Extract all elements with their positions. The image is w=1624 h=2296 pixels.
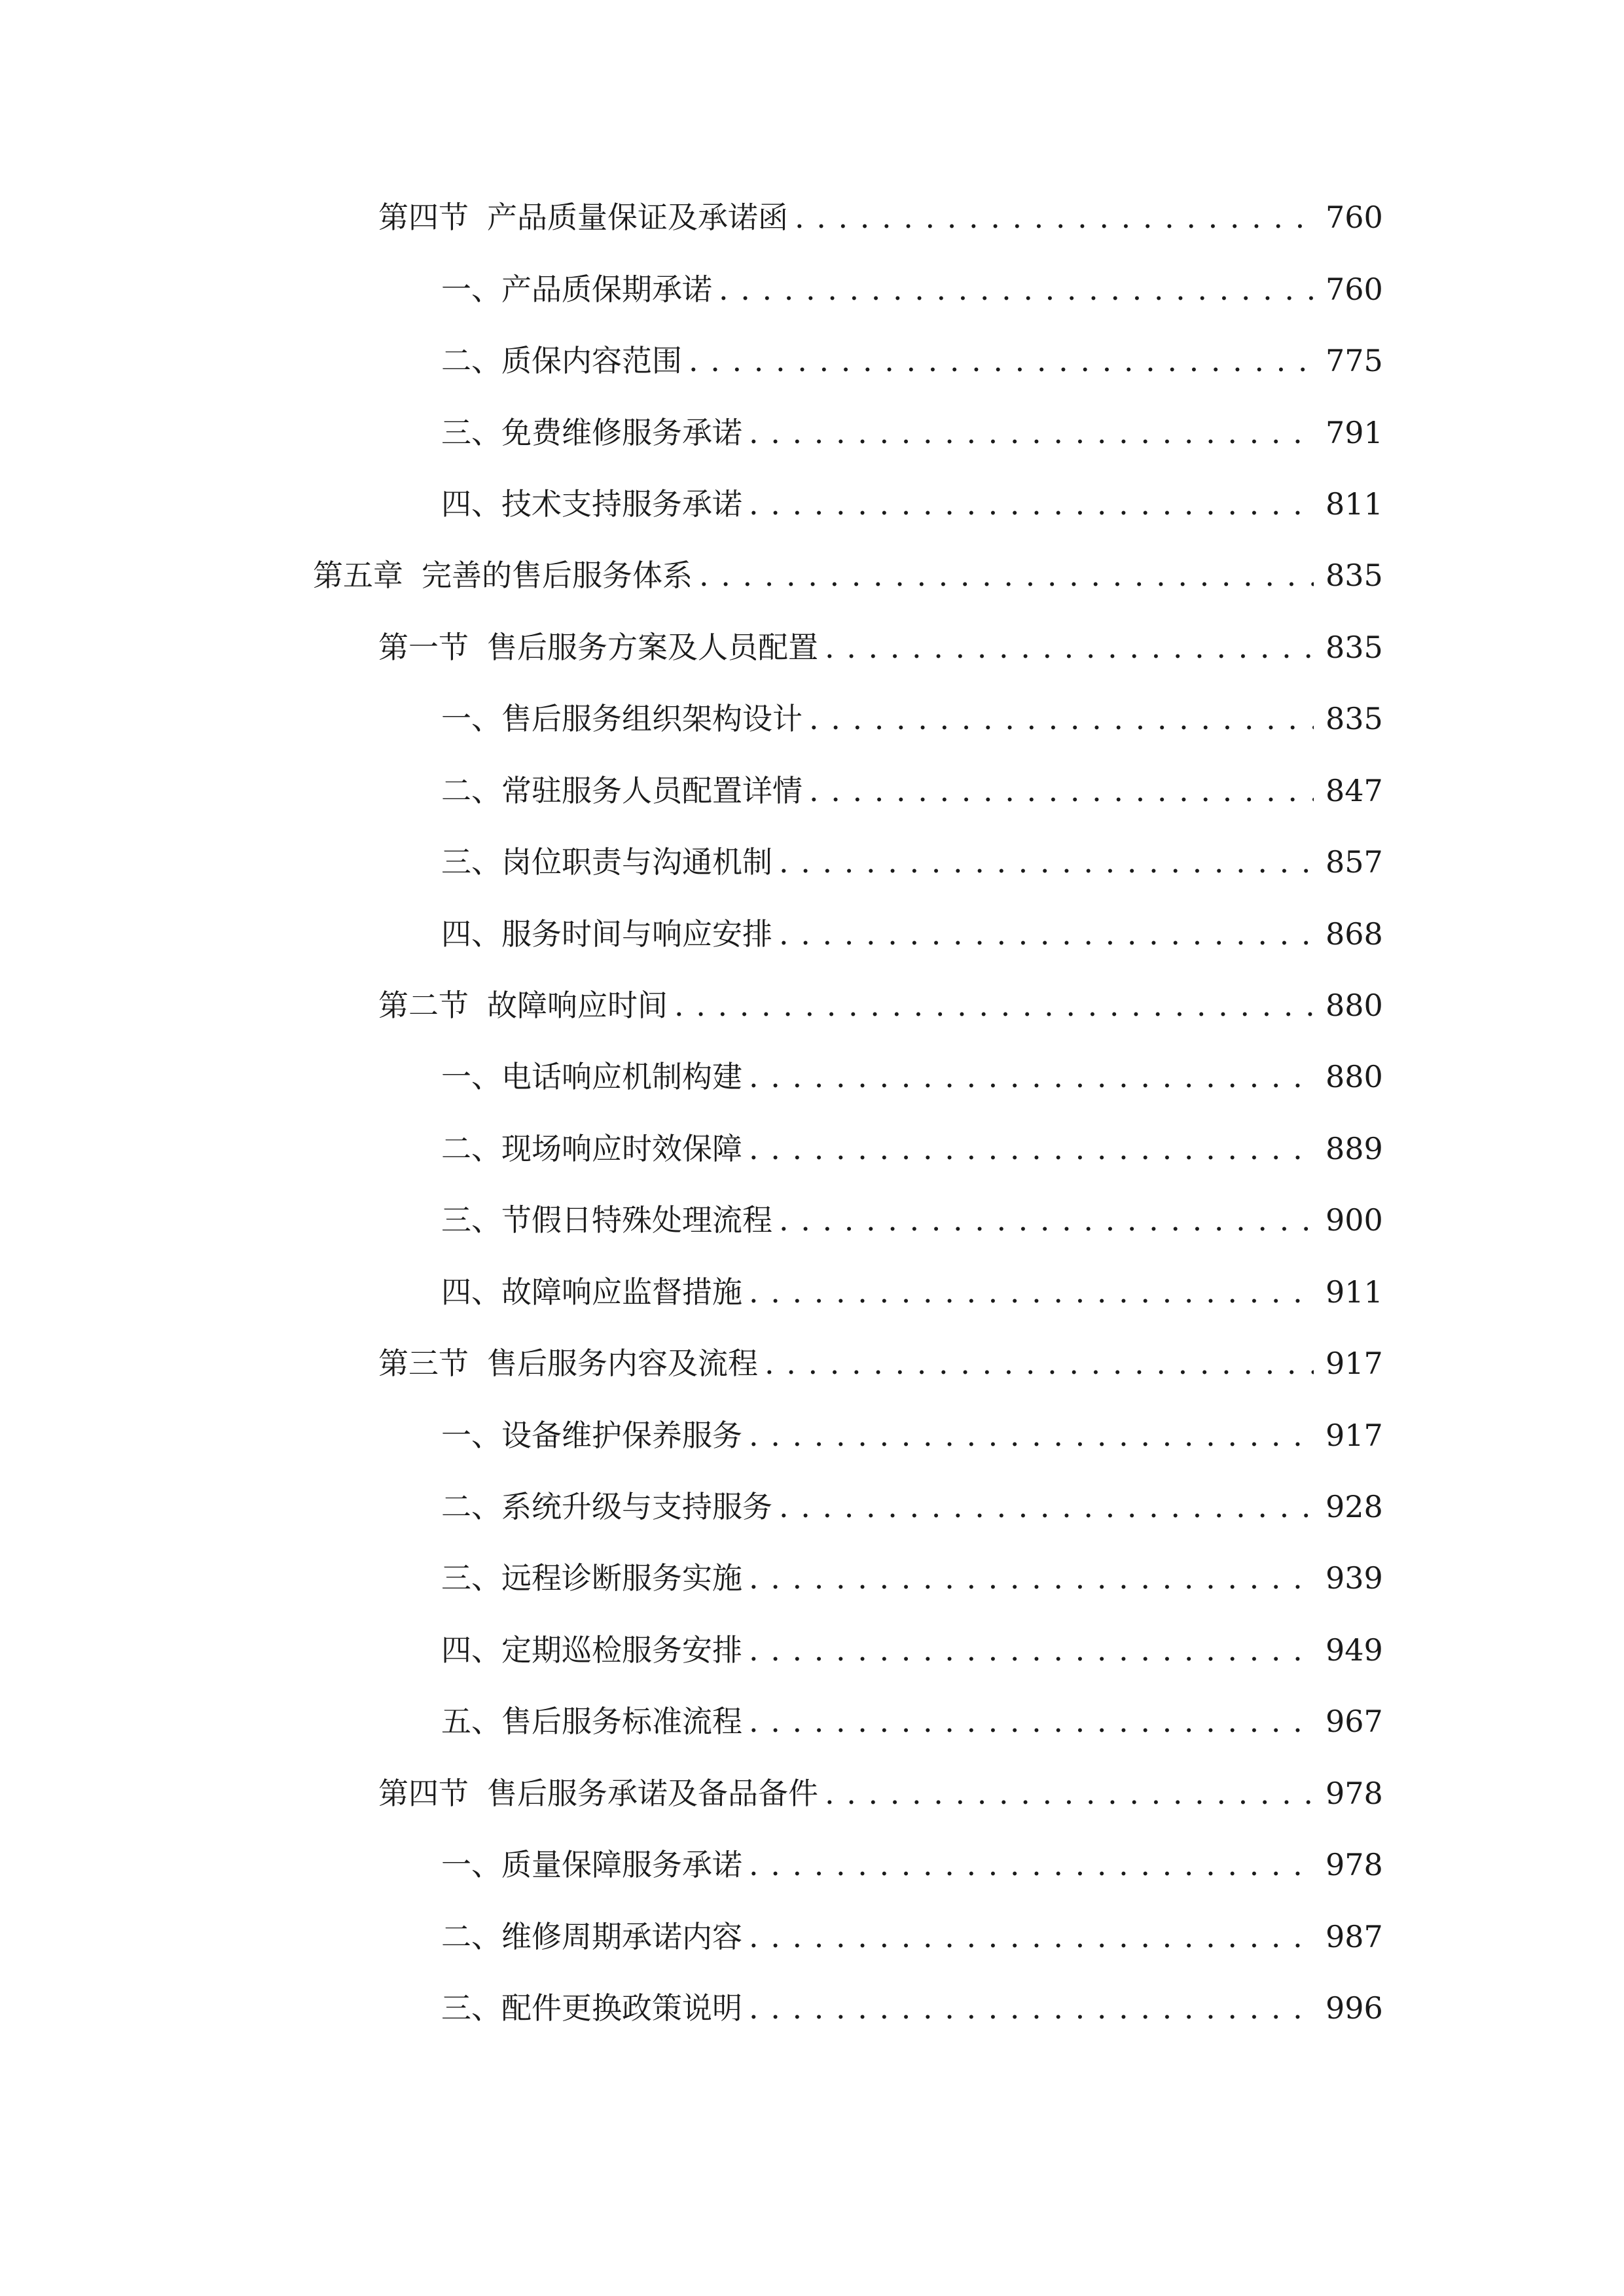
entry-number: 第二节	[378, 988, 469, 1023]
dot-leader	[795, 194, 1314, 240]
entry-title: 定期巡检服务安排	[501, 1632, 742, 1668]
toc-entry[interactable]	[0, 624, 1624, 670]
page-number: 791	[1326, 415, 1383, 450]
page-number: 917	[1326, 1346, 1383, 1381]
toc-entry[interactable]	[0, 839, 1624, 885]
page-number: 835	[1326, 558, 1383, 593]
page-number: 760	[1326, 272, 1383, 307]
page-number: 996	[1326, 1990, 1383, 2026]
entry-number: 三、	[441, 415, 501, 450]
dot-leader	[749, 1842, 1314, 1888]
dot-leader	[825, 624, 1314, 670]
page-number: 900	[1326, 1202, 1383, 1238]
entry-number: 三、	[441, 1202, 501, 1238]
entry-number: 四、	[441, 916, 501, 952]
entry-title: 质保内容范围	[501, 343, 682, 378]
toc-entry[interactable]	[0, 1985, 1624, 2031]
toc-entry[interactable]	[0, 1698, 1624, 1744]
page-number: 760	[1326, 200, 1383, 235]
entry-title: 产品质保期承诺	[501, 272, 712, 307]
page-number: 835	[1326, 701, 1383, 736]
dot-leader	[779, 911, 1314, 957]
entry-title: 维修周期承诺内容	[501, 1919, 742, 1954]
entry-number: 四、	[441, 1632, 501, 1668]
dot-leader	[779, 1197, 1314, 1243]
page-number: 857	[1326, 844, 1383, 880]
entry-number: 一、	[441, 1418, 501, 1453]
dot-leader	[749, 1126, 1314, 1172]
page-number: 987	[1326, 1919, 1383, 1954]
entry-title: 技术支持服务承诺	[501, 486, 742, 522]
dot-leader	[779, 839, 1314, 885]
entry-title: 售后服务内容及流程	[487, 1346, 758, 1381]
entry-title: 服务时间与响应安排	[501, 916, 772, 952]
page-number: 880	[1326, 988, 1383, 1023]
entry-number: 二、	[441, 1489, 501, 1524]
toc-entry[interactable]	[0, 1842, 1624, 1888]
entry-number: 四、	[441, 1274, 501, 1310]
dot-leader	[749, 1698, 1314, 1744]
dot-leader	[749, 1985, 1314, 2031]
entry-number: 二、	[441, 773, 501, 808]
entry-number: 第五章	[313, 558, 403, 593]
page-number: 967	[1326, 1704, 1383, 1739]
toc-entry[interactable]	[0, 1770, 1624, 1816]
toc-entry[interactable]	[0, 1340, 1624, 1386]
entry-number: 一、	[441, 1059, 501, 1094]
page-number: 928	[1326, 1489, 1383, 1524]
toc-entry[interactable]	[0, 911, 1624, 957]
page-number: 939	[1326, 1560, 1383, 1596]
entry-title: 设备维护保养服务	[501, 1418, 742, 1453]
entry-title: 故障响应监督措施	[501, 1274, 742, 1310]
toc-entry[interactable]	[0, 1555, 1624, 1601]
entry-title: 常驻服务人员配置详情	[501, 773, 803, 808]
page-number: 868	[1326, 916, 1383, 952]
entry-title: 售后服务组织架构设计	[501, 701, 803, 736]
entry-number: 一、	[441, 272, 501, 307]
page-number: 880	[1326, 1059, 1383, 1094]
dot-leader	[779, 1484, 1314, 1530]
toc-entry[interactable]	[0, 1197, 1624, 1243]
entry-title: 质量保障服务承诺	[501, 1847, 742, 1882]
dot-leader	[689, 338, 1314, 384]
entry-number: 三、	[441, 1990, 501, 2026]
entry-number: 二、	[441, 1919, 501, 1954]
dot-leader	[719, 266, 1314, 312]
toc-entry[interactable]	[0, 266, 1624, 312]
toc-entry[interactable]	[0, 1126, 1624, 1172]
entry-title: 远程诊断服务实施	[501, 1560, 742, 1596]
entry-number: 第四节	[378, 1776, 469, 1811]
toc-entry[interactable]	[0, 552, 1624, 598]
entry-number: 二、	[441, 1131, 501, 1166]
toc-entry[interactable]	[0, 1627, 1624, 1673]
entry-number: 三、	[441, 844, 501, 880]
entry-title: 售后服务承诺及备品备件	[487, 1776, 818, 1811]
entry-title: 系统升级与支持服务	[501, 1489, 772, 1524]
entry-number: 五、	[441, 1704, 501, 1739]
toc-entry[interactable]	[0, 481, 1624, 527]
dot-leader	[749, 1914, 1314, 1960]
toc-entry[interactable]	[0, 1914, 1624, 1960]
page-number: 978	[1326, 1776, 1383, 1811]
entry-number: 第三节	[378, 1346, 469, 1381]
dot-leader	[749, 1555, 1314, 1601]
entry-number: 三、	[441, 1560, 501, 1596]
dot-leader	[749, 1412, 1314, 1458]
page-number: 911	[1326, 1274, 1383, 1310]
dot-leader	[699, 552, 1314, 598]
page-number: 811	[1326, 486, 1383, 522]
dot-leader	[749, 1054, 1314, 1100]
dot-leader	[809, 696, 1314, 742]
page-number: 978	[1326, 1847, 1383, 1882]
page-number: 917	[1326, 1418, 1383, 1453]
dot-leader	[674, 982, 1314, 1028]
toc-entry[interactable]	[0, 1054, 1624, 1100]
entry-title: 配件更换政策说明	[501, 1990, 742, 2026]
entry-number: 第一节	[378, 630, 469, 665]
entry-title: 现场响应时效保障	[501, 1131, 742, 1166]
entry-title: 岗位职责与沟通机制	[501, 844, 772, 880]
toc-entry[interactable]	[0, 1269, 1624, 1315]
entry-number: 一、	[441, 1847, 501, 1882]
page-number: 835	[1326, 630, 1383, 665]
entry-number: 二、	[441, 343, 501, 378]
entry-title: 售后服务方案及人员配置	[487, 630, 818, 665]
dot-leader	[809, 768, 1314, 814]
entry-title: 节假日特殊处理流程	[501, 1202, 772, 1238]
page-number: 775	[1326, 343, 1383, 378]
dot-leader	[749, 481, 1314, 527]
toc-entry[interactable]	[0, 410, 1624, 456]
page-number: 949	[1326, 1632, 1383, 1668]
dot-leader	[749, 410, 1314, 456]
entry-title: 免费维修服务承诺	[501, 415, 742, 450]
entry-number: 一、	[441, 701, 501, 736]
toc-entry[interactable]	[0, 696, 1624, 742]
dot-leader	[825, 1770, 1314, 1816]
dot-leader	[749, 1627, 1314, 1673]
entry-number: 四、	[441, 486, 501, 522]
entry-number: 第四节	[378, 200, 469, 235]
entry-title: 电话响应机制构建	[501, 1059, 742, 1094]
entry-title: 完善的售后服务体系	[422, 558, 693, 593]
toc-entry[interactable]	[0, 982, 1624, 1028]
toc-entry[interactable]	[0, 194, 1624, 240]
toc-entry[interactable]	[0, 1484, 1624, 1530]
dot-leader	[765, 1340, 1314, 1386]
toc-entry[interactable]	[0, 768, 1624, 814]
entry-title: 售后服务标准流程	[501, 1704, 742, 1739]
entry-title: 故障响应时间	[487, 988, 668, 1023]
page-number: 847	[1326, 773, 1383, 808]
dot-leader	[749, 1269, 1314, 1315]
toc-entry[interactable]	[0, 338, 1624, 384]
page-number: 889	[1326, 1131, 1383, 1166]
entry-title: 产品质量保证及承诺函	[487, 200, 788, 235]
toc-entry[interactable]	[0, 1412, 1624, 1458]
